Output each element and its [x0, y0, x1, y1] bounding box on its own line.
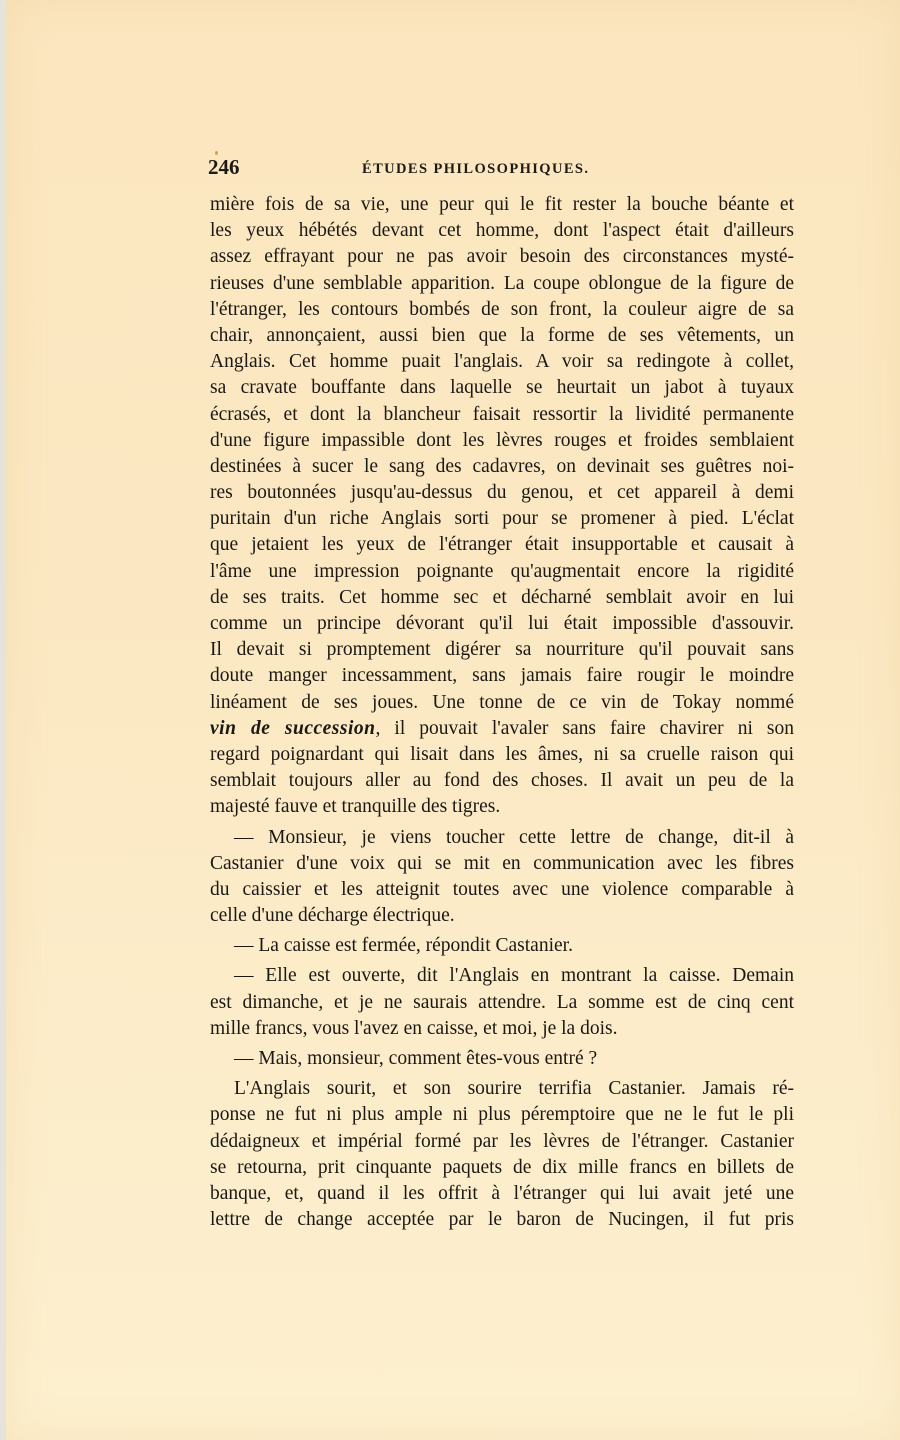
text-line: sa cravate bouffante dans laquelle se heurtait un jabot à tuyaux: [210, 377, 794, 399]
paragraph: [210, 192, 794, 821]
paragraph: [210, 1046, 794, 1072]
paragraph: [210, 963, 794, 1042]
text-fragment: , il pouvait l'avaler sans faire chavirer ni son: [375, 717, 794, 739]
text-line: du caissier et les atteignit toutes avec une violence comparable à: [210, 878, 794, 900]
page-number: 246: [208, 155, 240, 179]
text-line: rieuses d'une semblable apparition. La coupe oblongue de la figure de: [210, 272, 794, 294]
text-line: linéament de ses joues. Une tonne de ce vin de Tokay nommé: [210, 691, 794, 713]
text-line: puritain d'un riche Anglais sorti pour se promener à pied. L'éclat: [210, 508, 794, 530]
text-line: dédaigneux et impérial formé par les lèvres de l'étranger. Castanier: [210, 1130, 794, 1152]
text-line-with-italic: [210, 716, 794, 742]
paragraph: [210, 933, 794, 959]
paragraph: [210, 1076, 794, 1233]
text-line: Anglais. Cet homme puait l'anglais. A voir sa redingote à collet,: [210, 351, 794, 373]
text-line: l'âme une impression poignante qu'augmentait encore la rigidité: [210, 560, 794, 582]
text-line: Il devait si promptement digérer sa nourriture qu'il pouvait sans: [210, 639, 794, 661]
body-text: [210, 192, 794, 1233]
text-line: celle d'une décharge électrique.: [210, 905, 455, 927]
running-head: ÉTUDES PHILOSOPHIQUES.: [362, 161, 590, 177]
text-line: mière fois de sa vie, une peur qui le fit rester la bouche béante et: [210, 194, 794, 215]
text-line: lettre de change acceptée par le baron de Nucingen, il fut pris: [210, 1209, 794, 1231]
text-line: majesté fauve et tranquille des tigres.: [210, 796, 501, 818]
paragraph: [210, 825, 794, 930]
text-line: écrasés, et dont la blancheur faisait ressortir la lividité permanente: [210, 403, 794, 425]
text-line: destinées à sucer le sang des cadavres, on devinait ses guêtres noi-: [210, 455, 794, 477]
text-line: mille francs, vous l'avez en caisse, et moi, je la dois.: [210, 1017, 618, 1039]
page-header: [208, 155, 802, 185]
text-line: comme un principe dévorant qu'il lui était impossible d'assouvir.: [210, 613, 794, 634]
text-line: L'Anglais sourit, et son sourire terrifia Castanier. Jamais ré-: [234, 1078, 794, 1100]
text-line: les yeux hébétés devant cet homme, dont l'aspect était d'ailleurs: [210, 220, 794, 242]
text-line: doute manger incessamment, sans jamais faire rougir le moindre: [210, 665, 794, 687]
text-line: Castanier d'une voix qui se mit en communication avec les fibres: [210, 852, 794, 874]
text-line: regard poignardant qui lisait dans les âmes, ni sa cruelle raison qui: [210, 743, 794, 765]
text-line: l'étranger, les contours bombés de son front, la couleur aigre de sa: [210, 298, 794, 320]
text-line: que jetaient les yeux de l'étranger était insupportable et causait à: [210, 534, 794, 556]
text-line: — Mais, monsieur, comment êtes-vous entré ?: [234, 1048, 598, 1069]
text-line: — La caisse est fermée, répondit Castanier.: [234, 935, 573, 957]
text-line: — Monsieur, je viens toucher cette lettre de change, dit-il à: [234, 826, 794, 848]
text-line: chair, annonçaient, aussi bien que la forme de ses vêtements, un: [210, 324, 794, 346]
text-line: semblait toujours aller au fond des choses. Il avait un peu de la: [210, 770, 794, 792]
book-page: [6, 0, 900, 1440]
text-line: — Elle est ouverte, dit l'Anglais en montrant la caisse. Demain: [234, 965, 794, 987]
text-line: se retourna, prit cinquante paquets de dix mille francs en billets de: [210, 1156, 794, 1178]
text-line: de ses traits. Cet homme sec et décharné semblait avoir en lui: [210, 586, 794, 608]
text-line: est dimanche, et je ne saurais attendre. La somme est de cinq cent: [210, 991, 794, 1013]
text-line: d'une figure impassible dont les lèvres rouges et froides semblaient: [210, 429, 794, 451]
text-line: banque, et, quand il les offrit à l'étranger qui lui avait jeté une: [210, 1182, 794, 1204]
italic-phrase: vin de succession: [210, 717, 376, 739]
text-line: assez effrayant pour ne pas avoir besoin des circonstances mysté-: [210, 246, 794, 268]
text-line: ponse ne fut ni plus ample ni plus péremptoire que ne le fut le pli: [210, 1104, 794, 1126]
text-line: res boutonnées jusqu'au-dessus du genou, et cet appareil à demi: [210, 482, 794, 504]
